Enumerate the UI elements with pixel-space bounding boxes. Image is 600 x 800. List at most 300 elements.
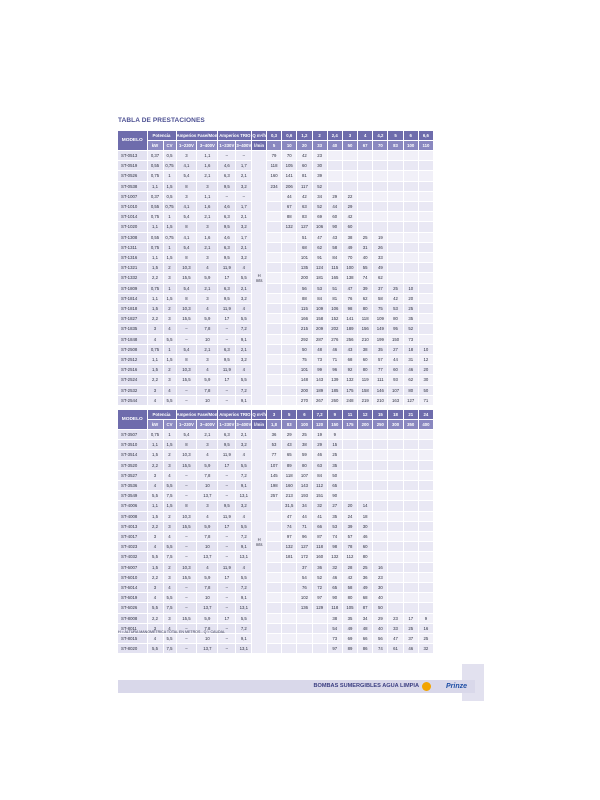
head-value-cell (403, 481, 418, 491)
flow-m3h-header: 12 (358, 410, 373, 420)
spec-cell: 4,6 (218, 202, 236, 212)
head-value-cell: 76 (342, 293, 357, 303)
head-value-cell: 166 (297, 314, 312, 324)
spec-cell: 4 (147, 634, 163, 644)
head-value-cell: 88 (297, 293, 312, 303)
spec-cell: – (176, 334, 197, 344)
head-value-cell (266, 222, 281, 232)
head-value-cell: 38 (297, 440, 312, 450)
head-value-cell: 43 (327, 232, 342, 242)
spec-cell: 10,3 (176, 365, 197, 375)
head-value-cell (418, 314, 433, 324)
spec-cell: 7,5 (163, 552, 176, 562)
table-row (118, 583, 434, 593)
head-value-cell: 16 (418, 623, 433, 633)
spec-cell: 6,3 (218, 171, 236, 181)
model-cell: ST-4017 (118, 532, 147, 542)
head-value-cell (388, 151, 403, 161)
spec-cell: 0,75 (163, 161, 176, 171)
spec-cell: 1,5 (163, 293, 176, 303)
head-value-cell: 42 (342, 212, 357, 222)
spec-cell: 9,5 (218, 440, 236, 450)
spec-cell: 17 (218, 572, 236, 582)
spec-cell: 7,8 (197, 583, 218, 593)
head-value-cell (373, 222, 388, 232)
model-cell: ST-1827 (118, 314, 147, 324)
head-value-cell (388, 263, 403, 273)
spec-cell: 11,9 (218, 562, 236, 572)
spec-cell: 4 (147, 334, 163, 344)
spec-cell: 4 (197, 304, 218, 314)
head-value-cell: 106 (327, 304, 342, 314)
head-value-cell: 20 (403, 293, 418, 303)
head-value-cell (373, 532, 388, 542)
head-value-cell (388, 430, 403, 440)
head-value-cell: 132 (282, 222, 297, 232)
spec-cell: 3 (163, 572, 176, 582)
head-value-cell: 53 (327, 521, 342, 531)
spec-cell: 3 (147, 583, 163, 593)
table-row (118, 151, 434, 161)
spec-cell: 1,5 (163, 181, 176, 191)
head-value-cell (403, 171, 418, 181)
spec-cell: 7,2 (236, 470, 252, 480)
head-value-cell (403, 583, 418, 593)
spec-cell: 8 (176, 501, 197, 511)
head-value-cell: 145 (266, 470, 281, 480)
flow-lmin-header: 70 (373, 141, 388, 151)
spec-cell: 2,1 (236, 344, 252, 354)
head-value-cell: 79 (266, 151, 281, 161)
head-value-cell (266, 572, 281, 582)
head-value-cell (358, 481, 373, 491)
spec-cell: – (218, 470, 236, 480)
spec-cell: 9,5 (218, 253, 236, 263)
head-value-cell (312, 623, 327, 633)
model-cell: ST-6026 (118, 603, 147, 613)
head-value-cell (403, 603, 418, 613)
head-value-cell (373, 212, 388, 222)
head-value-cell: 172 (297, 552, 312, 562)
model-cell: ST-1020 (118, 222, 147, 232)
spec-cell: 1,1 (147, 222, 163, 232)
head-value-cell (282, 263, 297, 273)
head-value-cell: 65 (327, 481, 342, 491)
head-value-cell (388, 470, 403, 480)
head-value-cell: 23 (373, 572, 388, 582)
model-cell: ST-2516 (118, 365, 147, 375)
head-value-cell: 118 (282, 470, 297, 480)
head-value-cell: 67 (282, 202, 297, 212)
head-value-cell (358, 202, 373, 212)
spec-cell: – (218, 583, 236, 593)
head-value-cell: 34 (358, 613, 373, 623)
spec-cell: 15,5 (176, 572, 197, 582)
spec-cell: – (218, 324, 236, 334)
head-value-cell: 127 (297, 222, 312, 232)
head-value-cell: 55 (358, 263, 373, 273)
header-row (118, 131, 434, 141)
head-value-cell (418, 481, 433, 491)
head-value-cell (403, 161, 418, 171)
head-value-cell (358, 222, 373, 232)
spec-cell: 1 (163, 344, 176, 354)
table-row (118, 375, 434, 385)
model-cell: ST-1007 (118, 191, 147, 201)
spec-cell: 15,5 (176, 521, 197, 531)
flow-m3h-header: 7,2 (312, 410, 327, 420)
head-value-cell: 90 (327, 222, 342, 232)
head-value-cell: 287 (312, 334, 327, 344)
head-value-cell: 106 (312, 222, 327, 232)
head-value-cell (418, 161, 433, 171)
spec-cell: 3 (163, 375, 176, 385)
head-value-cell: 74 (373, 644, 388, 654)
amps-three-phase-header: Amperios TRIO (218, 410, 252, 420)
head-value-cell: 40 (373, 623, 388, 633)
spec-cell: 0,75 (163, 202, 176, 212)
head-value-cell: 42 (297, 151, 312, 161)
head-value-cell: 37 (403, 634, 418, 644)
head-value-cell: 80 (358, 552, 373, 562)
spec-cell: 13,1 (236, 603, 252, 613)
spec-cell: 2 (163, 304, 176, 314)
head-value-cell: 44 (282, 191, 297, 201)
head-value-cell (282, 375, 297, 385)
head-value-cell (342, 491, 357, 501)
flow-lmin-header: 120 (312, 420, 327, 430)
head-value-cell: 83 (297, 212, 312, 222)
spec-cell: 10,3 (176, 263, 197, 273)
amps-single-phase-header: Amperios Fase/Mon (176, 131, 218, 141)
head-value-cell (282, 293, 297, 303)
unit-subheader: kW (147, 420, 163, 430)
header-row (118, 410, 434, 420)
spec-cell: 8 (176, 355, 197, 365)
head-value-cell: 52 (403, 324, 418, 334)
spec-cell: 13,7 (197, 644, 218, 654)
head-value-cell: 51 (297, 232, 312, 242)
head-value-cell (418, 324, 433, 334)
head-value-cell (403, 501, 418, 511)
table-row (118, 552, 434, 562)
spec-cell: 4,1 (176, 202, 197, 212)
head-value-cell (418, 212, 433, 222)
head-value-cell: 95 (388, 324, 403, 334)
head-value-cell: 160 (282, 481, 297, 491)
head-value-cell: 37 (373, 283, 388, 293)
head-value-cell (282, 365, 297, 375)
spec-cell: 9,1 (236, 634, 252, 644)
head-value-cell: 267 (312, 395, 327, 405)
head-value-cell: 39 (312, 171, 327, 181)
spec-cell: 7,2 (236, 385, 252, 395)
head-value-cell: 146 (373, 385, 388, 395)
head-value-cell: 143 (297, 481, 312, 491)
head-value-cell (418, 334, 433, 344)
head-value-cell: 32 (327, 562, 342, 572)
head-value-cell: 24 (342, 511, 357, 521)
unit-subheader: 3~400V (236, 141, 252, 151)
spec-cell: 7,2 (236, 623, 252, 633)
head-value-cell (403, 511, 418, 521)
flow-m3h-header: 4,2 (373, 131, 388, 141)
head-value-cell (403, 181, 418, 191)
spec-cell: 5,9 (197, 314, 218, 324)
spec-cell: 3 (147, 623, 163, 633)
head-value-cell: 158 (312, 314, 327, 324)
head-value-cell: 31 (403, 355, 418, 365)
head-value-cell (418, 470, 433, 480)
spec-cell: 5,5 (236, 460, 252, 470)
head-value-cell (297, 634, 312, 644)
head-value-cell: 75 (373, 304, 388, 314)
head-value-cell: 80 (297, 460, 312, 470)
head-value-cell (266, 562, 281, 572)
head-value-cell (358, 491, 373, 501)
spec-cell: 1,5 (163, 440, 176, 450)
spec-cell: 4 (197, 365, 218, 375)
head-value-cell: 18 (403, 344, 418, 354)
head-value-cell (418, 430, 433, 440)
flow-m3h-header: 3 (342, 131, 357, 141)
spec-cell: 13,7 (197, 491, 218, 501)
head-value-cell: 58 (327, 242, 342, 252)
subheader-row (118, 420, 434, 430)
spec-cell: 17 (218, 375, 236, 385)
head-value-cell: 46 (403, 365, 418, 375)
model-cell: ST-2512 (118, 355, 147, 365)
head-value-cell: 105 (282, 161, 297, 171)
spec-cell: 7,8 (197, 324, 218, 334)
spec-cell: 13,1 (236, 552, 252, 562)
head-value-cell: 118 (266, 161, 281, 171)
head-value-cell (418, 450, 433, 460)
spec-cell: 3,2 (236, 355, 252, 365)
head-value-cell: 48 (358, 623, 373, 633)
spec-cell: 1,7 (236, 202, 252, 212)
amps-single-phase-header: Amperios Fase/Mon (176, 410, 218, 420)
head-value-cell (266, 304, 281, 314)
head-value-cell: 98 (327, 542, 342, 552)
spec-cell: 10 (197, 542, 218, 552)
spec-cell: 8 (176, 253, 197, 263)
spec-cell: 9,5 (218, 293, 236, 303)
head-value-cell: 58 (342, 583, 357, 593)
spec-cell: 17 (218, 521, 236, 531)
head-value-cell: 56 (373, 634, 388, 644)
spec-cell: – (236, 151, 252, 161)
head-value-cell: 60 (327, 212, 342, 222)
head-value-cell (282, 324, 297, 334)
spec-cell: 11,9 (218, 450, 236, 460)
head-value-cell: 30 (418, 375, 433, 385)
head-value-cell: 86 (358, 644, 373, 654)
head-value-cell (403, 470, 418, 480)
head-value-cell: 90 (327, 593, 342, 603)
table-row (118, 572, 434, 582)
head-value-cell: 77 (373, 365, 388, 375)
spec-cell: 4 (163, 470, 176, 480)
spec-cell: 13,1 (236, 644, 252, 654)
flow-lmin-unit: l/min (252, 420, 267, 430)
head-value-cell: 71 (327, 355, 342, 365)
head-value-cell: 74 (327, 532, 342, 542)
spec-cell: 1,6 (197, 202, 218, 212)
spec-cell: 10,3 (176, 511, 197, 521)
head-value-cell (282, 572, 297, 582)
spec-cell: 10 (197, 634, 218, 644)
head-value-cell (373, 542, 388, 552)
head-value-cell: 200 (297, 273, 312, 283)
spec-cell: 9,1 (236, 334, 252, 344)
head-value-cell: 163 (388, 395, 403, 405)
head-value-cell: 61 (388, 644, 403, 654)
spec-cell: 17 (218, 314, 236, 324)
head-value-cell: 25 (358, 562, 373, 572)
head-value-cell: 49 (342, 623, 357, 633)
spec-cell: 6,3 (218, 212, 236, 222)
head-value-cell: 25 (358, 232, 373, 242)
spec-cell: 2 (163, 562, 176, 572)
head-value-cell (418, 593, 433, 603)
head-value-cell: 52 (312, 202, 327, 212)
flow-lmin-header: 100 (403, 141, 418, 151)
head-value-cell: 32 (312, 501, 327, 511)
head-value-cell (373, 470, 388, 480)
model-cell: ST-1848 (118, 334, 147, 344)
head-value-cell: 25 (418, 634, 433, 644)
head-value-cell: 63 (312, 460, 327, 470)
head-value-cell: 215 (297, 324, 312, 334)
head-value-cell (418, 562, 433, 572)
head-value-cell (418, 171, 433, 181)
head-value-cell: 68 (342, 355, 357, 365)
spec-cell: 13,7 (197, 603, 218, 613)
head-value-cell: 18 (358, 511, 373, 521)
flow-m3h-header: 6 (403, 131, 418, 141)
table-row (118, 334, 434, 344)
head-value-cell (297, 613, 312, 623)
spec-cell: 1,5 (163, 501, 176, 511)
spec-cell: – (176, 481, 197, 491)
spec-cell: 2 (163, 450, 176, 460)
head-value-cell: 109 (373, 314, 388, 324)
spec-cell: 5,4 (176, 344, 197, 354)
head-value-cell: 50 (418, 385, 433, 395)
head-value-cell: 60 (297, 161, 312, 171)
spec-cell: 0,37 (147, 151, 163, 161)
flow-m3h-header: 15 (373, 410, 388, 420)
spec-cell: 9,5 (218, 222, 236, 232)
flow-lmin-header: 5 (266, 141, 281, 151)
head-value-cell: 56 (297, 283, 312, 293)
head-value-cell: 10 (403, 283, 418, 293)
head-value-cell (358, 460, 373, 470)
head-value-cell (373, 430, 388, 440)
unit-subheader: CV (163, 141, 176, 151)
spec-cell: 7,8 (197, 623, 218, 633)
flow-unit-header: Q m³/h (252, 131, 267, 141)
flow-m3h-header: 0,3 (266, 131, 281, 141)
head-value-cell: 76 (297, 583, 312, 593)
table-row (118, 470, 434, 480)
spec-cell: 10 (197, 593, 218, 603)
head-value-cell (403, 191, 418, 201)
head-value-cell (418, 521, 433, 531)
flow-lmin-header: 300 (388, 420, 403, 430)
head-value-cell: 57 (373, 355, 388, 365)
head-value-cell: 118 (312, 542, 327, 552)
spec-cell: 7,8 (197, 532, 218, 542)
head-value-cell: 46 (327, 344, 342, 354)
spec-cell: 3 (147, 385, 163, 395)
head-value-cell (342, 181, 357, 191)
spec-cell: 0,75 (147, 283, 163, 293)
spec-cell: 7,5 (163, 491, 176, 501)
spec-cell: 1,6 (197, 161, 218, 171)
head-value-cell (266, 613, 281, 623)
head-value-cell (373, 460, 388, 470)
unit-subheader: CV (163, 420, 176, 430)
spec-cell: 2,1 (197, 344, 218, 354)
head-value-cell (282, 314, 297, 324)
head-value-cell (312, 634, 327, 644)
flow-m3h-header: 2,4 (327, 131, 342, 141)
head-unit: mts (255, 278, 263, 284)
head-value-cell: 141 (282, 171, 297, 181)
head-value-cell: 257 (266, 491, 281, 501)
head-value-cell (342, 430, 357, 440)
spec-cell: – (176, 532, 197, 542)
spec-cell: 3 (176, 191, 197, 201)
head-value-cell (282, 634, 297, 644)
table-row (118, 181, 434, 191)
head-value-cell (266, 501, 281, 511)
spec-cell: 4 (163, 385, 176, 395)
head-value-cell: 46 (358, 532, 373, 542)
model-cell: ST-3527 (118, 470, 147, 480)
head-value-cell: 143 (312, 375, 327, 385)
head-value-cell: 89 (282, 460, 297, 470)
head-value-cell: 72 (312, 583, 327, 593)
head-value-cell: 20 (342, 501, 357, 511)
head-value-cell (342, 151, 357, 161)
spec-cell: 2,1 (236, 242, 252, 252)
head-value-cell (388, 161, 403, 171)
spec-cell: 4 (236, 511, 252, 521)
spec-cell: – (176, 634, 197, 644)
table-row (118, 430, 434, 440)
head-value-cell (342, 161, 357, 171)
footnote: H = ALTURA MANOMÉTRICA TOTAL EN METROS - Q = CAUDAL (118, 630, 226, 634)
spec-cell: – (176, 583, 197, 593)
head-value-cell (418, 583, 433, 593)
spec-cell: – (176, 603, 197, 613)
head-value-cell: 260 (327, 395, 342, 405)
head-value-cell: 200 (297, 385, 312, 395)
model-cell: ST-8015 (118, 634, 147, 644)
spec-cell: 4 (163, 324, 176, 334)
spec-cell: 5,5 (236, 521, 252, 531)
head-value-cell: 81 (297, 171, 312, 181)
flow-lmin-header: 250 (373, 420, 388, 430)
head-value-cell: 193 (297, 491, 312, 501)
head-value-cell: 175 (342, 385, 357, 395)
spec-cell: 5,9 (197, 572, 218, 582)
head-value-cell: 112 (312, 481, 327, 491)
model-cell: ST-8020 (118, 644, 147, 654)
